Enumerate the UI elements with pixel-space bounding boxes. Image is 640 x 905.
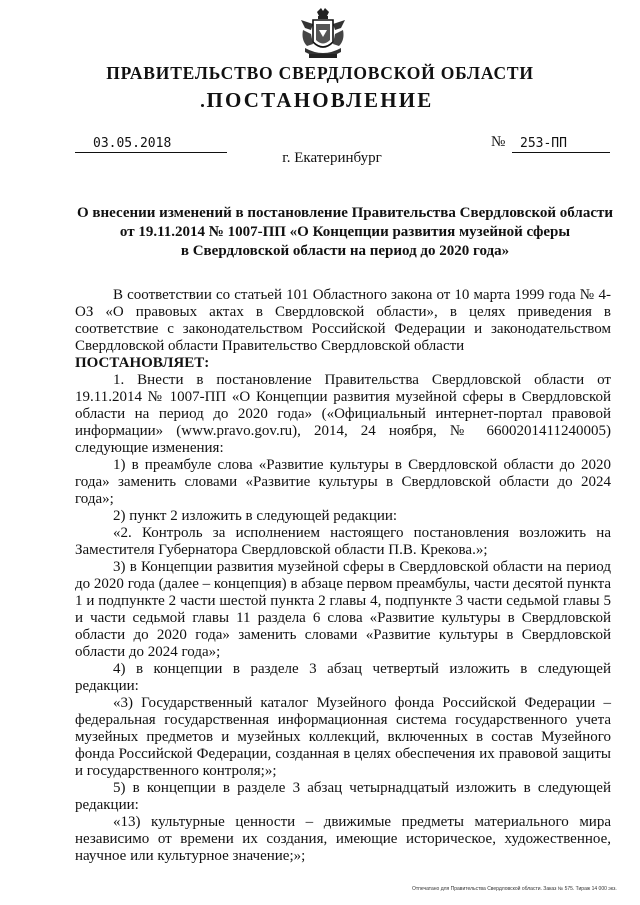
- number-label: №: [491, 134, 506, 150]
- paragraph: «2. Контроль за исполнением настоящего постановления возложить на Заместителя Губернатора Свердловской области П.В. Крекова.»;: [75, 525, 611, 558]
- city: г. Екатеринбург: [282, 150, 382, 166]
- paragraph: В соответствии со статьей 101 Областного закона от 10 марта 1999 года № 4-ОЗ «О правовых актах в Свердловской области», в целях приведения в соответствие с законодательством Российской Федерации и законодательством Свердловской области Правительство Свердловской области: [75, 287, 611, 354]
- government-name: ПРАВИТЕЛЬСТВО СВЕРДЛОВСКОЙ ОБЛАСТИ: [106, 63, 534, 83]
- number-value: 253-ПП: [520, 136, 567, 151]
- title-line: в Свердловской области на период до 2020 года»: [180, 243, 510, 259]
- date-value: 03.05.2018: [93, 136, 172, 151]
- paragraph: «3) Государственный каталог Музейного фонда Российской Федерации – федеральная государственная информационная система государственного учета музейных предметов и музейных коллекций, включенных в состав Музейного фонда Российской Федерации, созданная в целях обеспечения их правовой защиты и государственного контроля;»;: [75, 695, 611, 779]
- paragraph: 3) в Концепции развития музейной сферы в Свердловской области на период до 2020 года (далее – концепция) в абзаце первом преамбулы, части десятой пункта 1 и подпункте 2 части шестой пункта 2 главы 4, подпункте 3 части седьмой главы 5 и части седьмой главы 11 раздела 6 слова «Развитие культуры в Свердловской области до 2020 года» заменить словами «Развитие культуры в Свердловской области до 2024 года»;: [75, 559, 611, 660]
- paragraph: 5) в концепции в разделе 3 абзац четырнадцатый изложить в следующей редакции:: [75, 780, 611, 813]
- document-type: ПОСТАНОВЛЕНИЕ: [206, 88, 434, 112]
- document-title: [75, 204, 615, 261]
- paragraph: 1. Внести в постановление Правительства Свердловской области от 19.11.2014 № 1007-ПП «О Концепции развития музейной сферы в Свердловской области на период до 2020 года» («Официальный интернет-портал правовой информации» (www.pravo.gov.ru), 2014, 24 ноября, № 6600201411240005) следующие изменения:: [75, 372, 611, 456]
- paragraph: 1) в преамбуле слова «Развитие культуры в Свердловской области до 2020 года» заменить словами «Развитие культуры в Свердловской области до 2024 года»;: [75, 457, 611, 507]
- coat-of-arms-emblem: [297, 6, 349, 64]
- title-line: О внесении изменений в постановление Правительства Свердловской области: [77, 205, 613, 221]
- document-body: [75, 287, 611, 865]
- paragraph: 4) в концепции в разделе 3 абзац четвертый изложить в следующей редакции:: [75, 661, 611, 694]
- print-footer: Отпечатано для Правительства Свердловской области. Заказ № 575. Тираж 14 000 экз.: [412, 886, 617, 892]
- resolves-heading: ПОСТАНОВЛЯЕТ:: [75, 355, 210, 371]
- paragraph: «13) культурные ценности – движимые предметы материального мира независимо от времени их создания, имеющие историческое, художественное, научное или культурное значение;»;: [75, 814, 611, 864]
- title-line: от 19.11.2014 № 1007-ПП «О Концепции развития музейной сферы: [119, 224, 571, 240]
- paragraph: 2) пункт 2 изложить в следующей редакции:: [113, 508, 398, 524]
